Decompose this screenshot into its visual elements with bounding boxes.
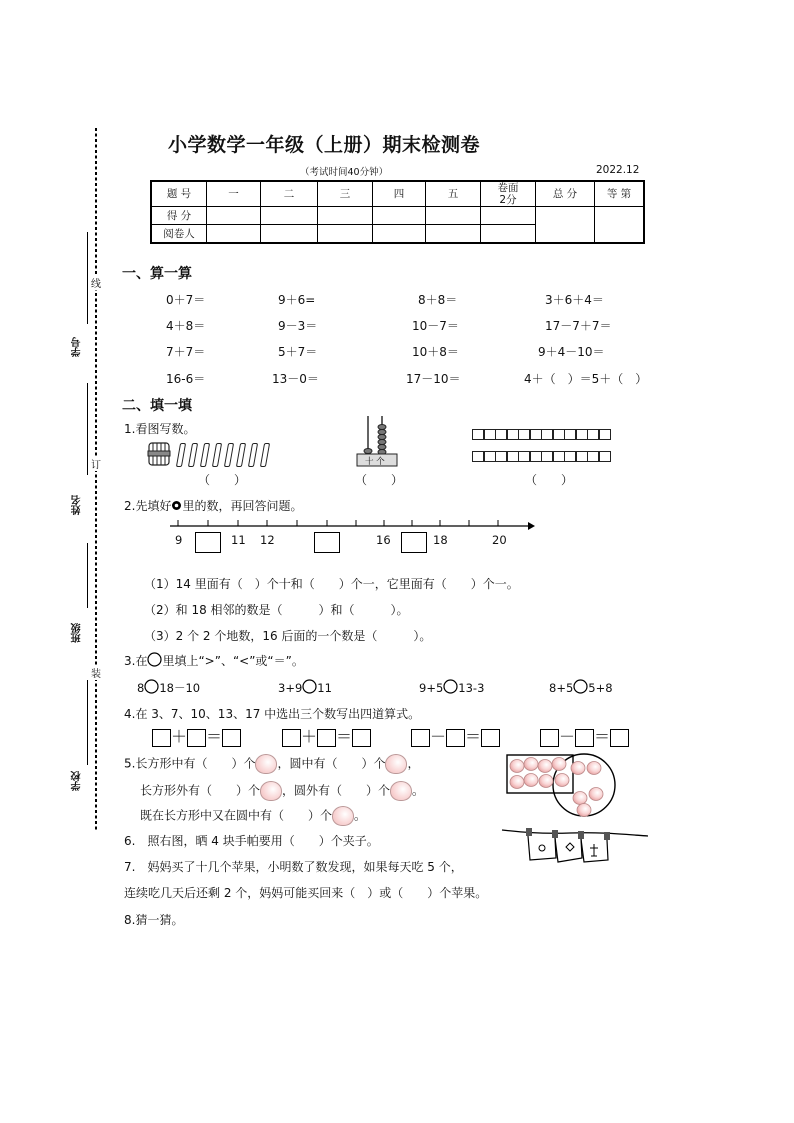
q5-text: 。 [412, 783, 425, 798]
question-5-line-2 [140, 781, 424, 801]
circle-icon [147, 652, 162, 667]
answer-box[interactable] [352, 729, 371, 747]
answer-box[interactable] [152, 729, 171, 747]
cubes-picture [472, 427, 614, 473]
score-cell[interactable] [426, 207, 481, 225]
calc-item: 0＋7＝ [166, 293, 206, 307]
cube [495, 429, 507, 440]
compare-left: 9+5 [419, 681, 444, 695]
cube [599, 429, 611, 440]
compare-item [549, 679, 613, 695]
grade-cell[interactable] [595, 207, 645, 244]
question-7-line-1: 7. 妈妈买了十几个苹果，小明数了数发现，如果每天吃 5 个， [124, 860, 463, 874]
compare-right: 11 [317, 681, 332, 695]
calc-item: 9＋6= [278, 293, 316, 307]
number-line [170, 519, 535, 533]
cube [587, 451, 599, 462]
cube [564, 429, 576, 440]
answer-blank[interactable]: （ ） [198, 473, 247, 487]
cube [541, 451, 553, 462]
cube [553, 451, 565, 462]
score-header-label: 题 号 [151, 181, 207, 207]
cube [507, 451, 519, 462]
q5-text: ，圆外有（ ）个 [282, 783, 391, 798]
grader-row-label: 阅卷人 [151, 225, 207, 244]
grader-cell[interactable] [261, 225, 318, 244]
calc-item: 9－3＝ [278, 319, 318, 333]
margin-label-class: 班级 [72, 623, 83, 643]
margin-label-name: 姓名 [72, 495, 83, 515]
compare-left: 3+9 [278, 681, 303, 695]
margin-label-school: 学校 [72, 771, 83, 791]
neatness-points: 2分 [499, 194, 517, 206]
question-8: 8.猜一猜。 [124, 913, 184, 927]
peach-icon [587, 762, 601, 775]
cube [484, 429, 496, 440]
number-line-label: 11 [231, 533, 246, 547]
name-line [87, 383, 88, 475]
rectangle-circle-peach-figure [504, 750, 616, 818]
answer-box[interactable] [540, 729, 559, 747]
peach-icon [390, 781, 412, 801]
section-1-heading: 一、算一算 [122, 266, 192, 282]
equation-template [411, 724, 500, 747]
calc-item: 17－7＋7＝ [545, 319, 612, 333]
score-cell[interactable] [481, 207, 536, 225]
cube [599, 451, 611, 462]
cube [507, 429, 519, 440]
total-cell[interactable] [536, 207, 595, 244]
compare-item [137, 679, 200, 696]
score-cell[interactable] [318, 207, 373, 225]
peach-icon [571, 762, 585, 775]
answer-box[interactable] [222, 729, 241, 747]
calc-item: 13－0＝ [272, 372, 319, 386]
peach-icon [538, 760, 552, 773]
score-header-total: 总 分 [536, 181, 595, 207]
peach-icon [539, 775, 553, 788]
score-cell[interactable] [261, 207, 318, 225]
number-line-label: 9 [175, 533, 183, 547]
student-number-line [87, 232, 88, 324]
score-header-3: 三 [318, 181, 373, 207]
question-2-post: 里的数，再回答问题。 [182, 499, 303, 513]
compare-right: 13-3 [458, 681, 485, 695]
cube [518, 451, 530, 462]
answer-box[interactable] [481, 729, 500, 747]
q5-text: ，圆中有（ ）个 [277, 756, 386, 771]
score-header-grade: 等 第 [595, 181, 645, 207]
exam-date: 2022.12 [596, 164, 640, 176]
score-cell[interactable] [207, 207, 261, 225]
compare-circle-icon[interactable] [144, 679, 159, 694]
peach-icon [524, 774, 538, 787]
calc-item: 10＋8＝ [412, 345, 459, 359]
peach-icon [260, 781, 282, 801]
q5-text: 既在长方形中又在圆中有（ ）个 [140, 808, 333, 823]
cube [541, 429, 553, 440]
filled-circle-icon [171, 500, 182, 511]
number-line-label: 16 [376, 533, 391, 547]
question-3-pre: 3.在 [124, 654, 148, 668]
number-line-label: 18 [433, 533, 448, 547]
calc-item: 3＋6＋4＝ [545, 293, 604, 307]
peach-icon [589, 788, 603, 801]
score-header-5: 五 [426, 181, 481, 207]
number-line-answer-box[interactable] [314, 532, 340, 553]
cube [495, 451, 507, 462]
grader-cell[interactable] [481, 225, 536, 244]
neatness-label: 卷面 [497, 182, 519, 194]
cube [530, 429, 542, 440]
question-3 [124, 652, 304, 669]
number-line-label: 12 [260, 533, 275, 547]
q5-text: ， [407, 756, 420, 771]
cube [484, 451, 496, 462]
score-cell[interactable] [373, 207, 426, 225]
calc-item: 17－10＝ [406, 372, 461, 386]
equals: ＝ [206, 727, 223, 746]
cube [576, 429, 588, 440]
compare-right: 5+8 [588, 681, 613, 695]
class-line [87, 543, 88, 608]
compare-right: 18－10 [159, 681, 201, 695]
school-line [87, 680, 88, 765]
q5-text: 5.长方形中有（ ）个 [124, 756, 256, 771]
equals: ＝ [465, 727, 482, 746]
grader-cell[interactable] [373, 225, 426, 244]
answer-box[interactable] [610, 729, 629, 747]
section-2-heading: 二、填一填 [122, 398, 192, 414]
abacus-label: 十 个 [365, 457, 385, 467]
binding-line [88, 128, 104, 832]
operator: － [559, 727, 576, 746]
cube [553, 429, 565, 440]
operator: ＋ [171, 727, 188, 746]
answer-box[interactable] [575, 729, 594, 747]
calc-item: 5＋7＝ [278, 345, 318, 359]
compare-circle-icon[interactable] [573, 679, 588, 694]
peach-icon [577, 804, 591, 817]
peach-icon [385, 754, 407, 774]
margin-word-line: 线 [91, 275, 101, 290]
question-2-3: （3）2 个 2 个地数，16 后面的一个数是（ ）。 [144, 629, 432, 643]
grader-cell[interactable] [318, 225, 373, 244]
calc-item: 4＋8＝ [166, 319, 206, 333]
peach-icon [524, 758, 538, 771]
clothesline-handkerchiefs-figure [500, 822, 650, 866]
calc-item: 10－7＝ [412, 319, 459, 333]
question-2-2: （2）和 18 相邻的数是（ ）和（ ）。 [144, 603, 409, 617]
page-title: 小学数学一年级（上册）期末检测卷 [168, 134, 481, 156]
margin-word-bind: 订 [91, 456, 101, 471]
number-line-answer-box[interactable] [195, 532, 221, 553]
equation-template [152, 724, 241, 747]
peach-icon [552, 758, 566, 771]
question-7-line-2: 连续吃几天后还剩 2 个，妈妈可能买回来（ ）或（ ）个苹果。 [124, 886, 488, 900]
equation-template [540, 724, 629, 747]
score-header-4: 四 [373, 181, 426, 207]
stick-bundle-icon [145, 440, 173, 468]
cube [518, 429, 530, 440]
margin-word-pack: 装 [91, 665, 101, 680]
question-1: 1.看图写数。 [124, 422, 196, 436]
peach-icon [510, 776, 524, 789]
compare-left: 8+5 [549, 681, 574, 695]
margin-label-student-number: 学号 [72, 337, 83, 357]
answer-box[interactable] [282, 729, 301, 747]
operator: ＋ [301, 727, 318, 746]
compare-left: 8 [137, 681, 145, 695]
peach-icon [555, 774, 569, 787]
cube [564, 451, 576, 462]
number-line-answer-box[interactable] [401, 532, 427, 553]
answer-box[interactable] [446, 729, 465, 747]
cube [576, 451, 588, 462]
sticks-picture [145, 440, 280, 470]
calc-item: 9＋4－10＝ [538, 345, 605, 359]
compare-item [419, 679, 484, 695]
question-5-line-3 [140, 806, 366, 826]
question-4: 4.在 3、7、10、13、17 中选出三个数写出四道算式。 [124, 707, 421, 721]
score-header-1: 一 [207, 181, 261, 207]
peach-icon [332, 806, 354, 826]
equals: ＝ [594, 727, 611, 746]
score-row-label: 得 分 [151, 207, 207, 225]
calc-item: 4＋（ ）＝5＋（ ） [524, 372, 648, 386]
question-2-1: （1）14 里面有（ ）个十和（ ）个一，它里面有（ ）个一。 [144, 577, 519, 591]
answer-box[interactable] [411, 729, 430, 747]
peach-icon [510, 760, 524, 773]
score-header-2: 二 [261, 181, 318, 207]
q5-text: 长方形外有（ ）个 [140, 783, 261, 798]
cube [530, 451, 542, 462]
calc-item: 7＋7＝ [166, 345, 206, 359]
operator: － [430, 727, 447, 746]
calc-item: 16-6＝ [166, 372, 206, 386]
grader-cell[interactable] [207, 225, 261, 244]
question-6: 6. 照右图，晒 4 块手帕要用（ ）个夹子。 [124, 834, 379, 848]
cube [587, 429, 599, 440]
q5-text: 。 [354, 808, 367, 823]
score-table [150, 180, 645, 244]
calc-item: 8＋8＝ [418, 293, 458, 307]
compare-item [278, 679, 332, 695]
peach-icon [255, 754, 277, 774]
cube [472, 429, 484, 440]
cube [472, 451, 484, 462]
answer-blank[interactable]: （ ） [525, 473, 574, 487]
exam-time: （考试时间40分钟） [300, 167, 389, 178]
question-2 [124, 497, 302, 514]
question-2-pre: 2.先填好 [124, 499, 172, 513]
answer-box[interactable] [317, 729, 336, 747]
question-5-line-1 [124, 754, 419, 774]
compare-circle-icon[interactable] [302, 679, 317, 694]
peach-icon [573, 792, 587, 805]
grader-cell[interactable] [426, 225, 481, 244]
score-header-neatness [481, 181, 536, 207]
compare-circle-icon[interactable] [443, 679, 458, 694]
answer-box[interactable] [187, 729, 206, 747]
answer-blank[interactable]: （ ） [355, 473, 404, 487]
equation-template [282, 724, 371, 747]
equals: ＝ [336, 727, 353, 746]
question-3-post: 里填上“>”、“<”或“＝”。 [162, 654, 304, 668]
number-line-label: 20 [492, 533, 507, 547]
